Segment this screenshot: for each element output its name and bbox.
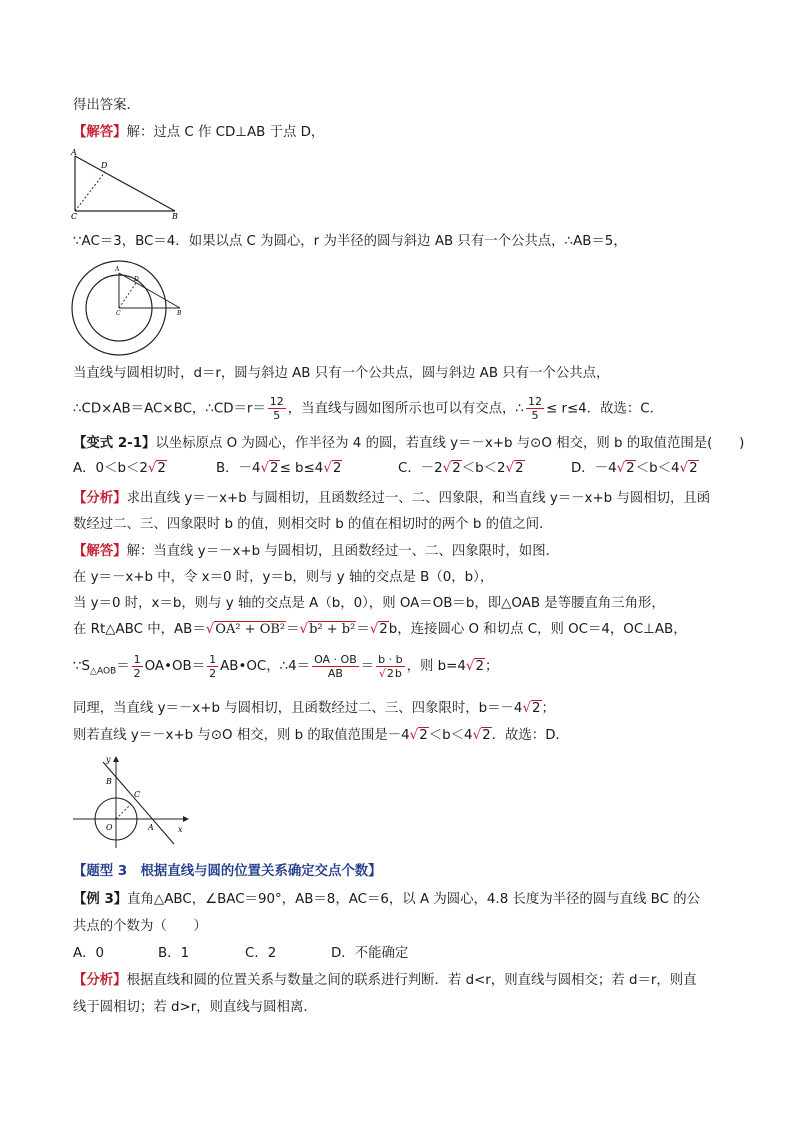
- analysis-line: 【分析】求出直线 y＝－x+b 与圆相切，且函数经过一、二、四象限，和当直线 y＝－x+b 与圆相切，且函: [73, 491, 711, 506]
- analysis-tag: 【分析】: [73, 491, 127, 506]
- text-line: 得出答案．: [73, 98, 140, 113]
- question-text: 以坐标原点 O 为圆心，作半径为 4 的圆，若直线 y＝－x+b 与⊙O 相交，则 b 的取值范围是( ): [155, 436, 745, 451]
- option-d: D．－4√2＜b＜4√2: [571, 461, 698, 476]
- answer-tag: 【解答】: [73, 544, 127, 559]
- label-C: C: [71, 212, 78, 220]
- label-C: C: [134, 790, 141, 799]
- text-line: 当 y＝0 时，x＝b，则与 y 轴的交点是 A（b，0），则 OA＝OB＝b，即△OAB 是等腰直角三角形，: [73, 596, 665, 611]
- label-A: A: [71, 148, 77, 157]
- text-line: 则若直线 y＝－x+b 与⊙O 相交，则 b 的取值范围是－4√2＜b＜4√2．故选：D．: [73, 728, 569, 743]
- text-line: 在 y＝－x+b 中，令 x＝0 时，y＝b，则与 y 轴的交点是 B（0，b），: [73, 570, 494, 585]
- label-B: B: [172, 212, 178, 220]
- label-O: O: [106, 823, 113, 832]
- text-line: 同理，当直线 y＝－x+b 与圆相切，且函数经过二、三、四象限时，b＝－4√2；: [73, 701, 555, 716]
- question-line: [73, 434, 744, 454]
- option-b: B．1: [158, 946, 190, 961]
- label-C: C: [116, 310, 121, 317]
- text-line: 线于圆相切；若 d>r，则直线与圆相离．: [73, 1000, 317, 1015]
- answer-text: 解：过点 C 作 CD⊥AB 于点 D，: [126, 125, 325, 140]
- coordinate-figure: [68, 752, 193, 852]
- option-d: D．不能确定: [331, 946, 409, 961]
- label-A: A: [148, 823, 154, 832]
- text-line: 数经过二、三、四象限时 b 的值，则相交时 b 的值在相切时的两个 b 的值之间．: [73, 517, 553, 532]
- analysis-tag: 【分析】: [73, 973, 127, 988]
- label-D: D: [134, 276, 139, 283]
- option-a: A．0＜b＜2√2: [73, 461, 166, 476]
- label-x: x: [178, 825, 183, 834]
- answer-tag: 【解答】: [73, 125, 127, 140]
- label-A: A: [115, 266, 120, 273]
- label-y: y: [106, 755, 111, 764]
- text-line: ∵AC＝3，BC＝4．如果以点 C 为圆心，r 为半径的圆与斜边 AB 只有一个公共点，∴AB＝5，: [73, 234, 627, 249]
- text-line: $\because S_{\triangle AOB}=$ $\frac{1}{2}$ OA•OB＝ $\frac{1}{2}$ AB•OC，∴4＝ $\frac{OA \cdot OB}{AB}$ ＝ $\frac{b \cdot b}{√2b}$ ，则 b=4√2；: [73, 652, 499, 680]
- label-B: B: [177, 310, 182, 317]
- fraction: $\frac{12}{5}$: [269, 395, 284, 422]
- text-line: 在 Rt△ABC 中，AB＝√OA² + OB²＝√b² + b²＝√2b，连接圆心 O 和切点 C，则 OC＝4，OC⊥AB，: [73, 622, 687, 637]
- option-c: C．2: [245, 946, 277, 961]
- label-D: D: [101, 161, 108, 170]
- text-line: 当直线与圆相切时，d＝r，圆与斜边 AB 只有一个公共点，圆与斜边 AB 只有一个公共点，: [73, 366, 610, 381]
- example-tag: 【例 3】: [73, 892, 128, 907]
- section-heading: 【题型 3 根据直线与圆的位置关系确定交点个数】: [73, 864, 382, 879]
- fraction: $\frac{12}{5}$: [527, 395, 542, 422]
- analysis-line: 【分析】根据直线和圆的位置关系与数量之间的联系进行判断．若 d<r，则直线与圆相交；若 d＝r，则直: [73, 973, 697, 988]
- text-line: ∴CD×AB＝AC×BC，∴CD＝r＝ $\frac{12}{5}$ ，当直线与圆如图所示也可以有交点，∴ $\frac{12}{5}$ ≤ r≤4．故选：C．: [73, 395, 663, 422]
- circle-figure: [70, 259, 188, 357]
- variant-tag: 【变式 2-1】: [73, 436, 156, 451]
- triangle-figure: [68, 148, 183, 220]
- answer-line: [73, 123, 324, 143]
- option-b: B．－4√2≤ b≤4√2: [216, 461, 342, 476]
- question-line: 【例 3】直角△ABC，∠BAC＝90°，AB＝8，AC＝6，以 A 为圆心，4.8 长度为半径的圆与直线 BC 的公: [73, 892, 700, 907]
- answer-line: 【解答】解：当直线 y＝－x+b 与圆相切，且函数经过一、二、四象限时，如图．: [73, 544, 559, 559]
- label-B: B: [106, 777, 112, 786]
- option-a: A．0: [73, 946, 105, 961]
- text-line: 共点的个数为（ ）: [73, 919, 207, 934]
- option-c: C．－2√2＜b＜2√2: [398, 461, 524, 476]
